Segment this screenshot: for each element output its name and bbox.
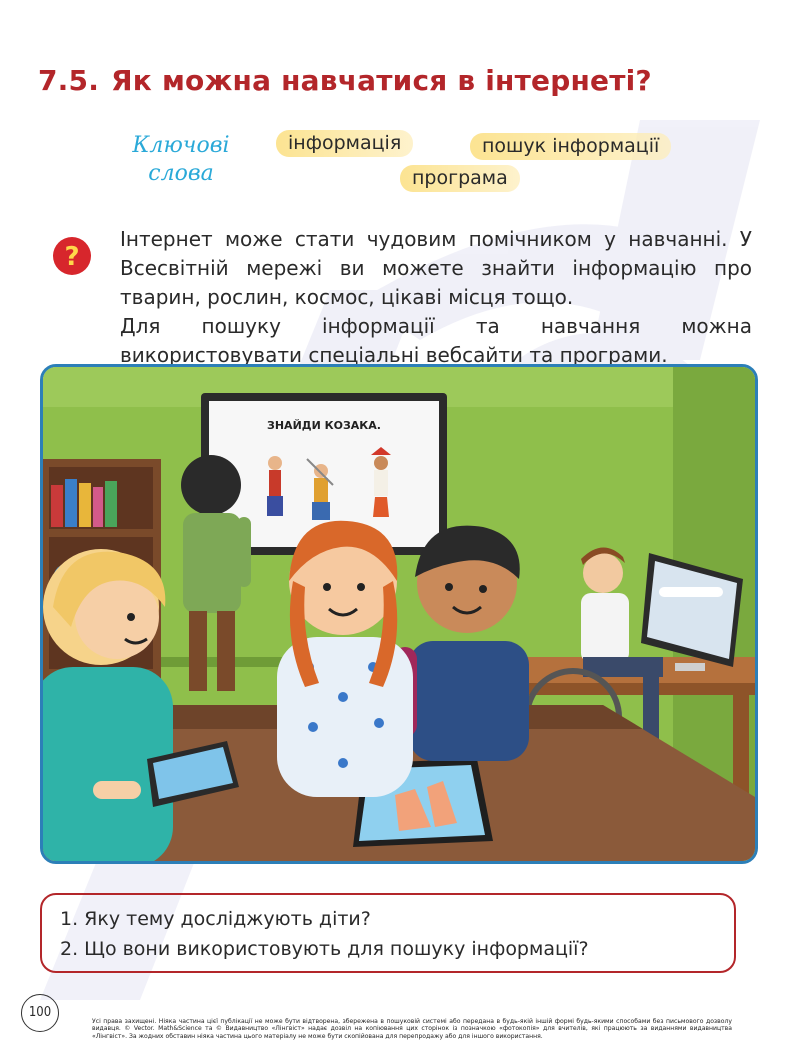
intro-paragraph-2: Для пошуку інформації та навчання можна використовувати спеціальні вебсайти та програми. [120, 314, 752, 367]
child-with-braids [277, 521, 413, 797]
question-2: 2. Що вони використовують для пошуку інформації? [60, 938, 589, 960]
keywords-label-line1: Ключові [132, 133, 230, 158]
intro-paragraph-1: Інтернет може стати чудовим помічником у навчанні. У Всесвітній мережі ви можете знайти інформацію про тварин, рослин, космос, цікаві місця тощо. [120, 227, 752, 309]
lesson-number: 7.5. [38, 64, 100, 97]
question-1: 1. Яку тему досліджують діти? [60, 908, 371, 930]
keyword-tag-information-search: пошук інформації [470, 133, 671, 160]
lesson-title [38, 64, 652, 97]
keywords-label [106, 132, 256, 188]
keyword-tag-program: програма [400, 165, 520, 192]
questions-box [40, 893, 736, 973]
lesson-title-text: Як можна навчатися в інтернеті? [111, 64, 652, 97]
whiteboard-text: ЗНАЙДИ КОЗАКА. [267, 419, 381, 432]
svg-text:?: ? [64, 242, 80, 272]
question-mark-icon [52, 236, 92, 276]
keywords-label-line2: слова [148, 161, 214, 186]
keyword-tag-information: інформація [276, 130, 413, 157]
page-number: 100 [21, 994, 59, 1032]
classroom-illustration [40, 364, 758, 864]
copyright-notice: Усі права захищені. Ніяка частина цієї публікації не може бути відтворена, збережена в пошуковій системі або передана в будь-якій іншій формі будь-якими способами без письмового дозволу видавця. © Vector. Math&Science та © Видавництво «Лінгвіст» надає дозвіл на копіювання цих сторінок із позначкою «фотокопія» для вчителів, які працюють за виданнями видавництва «Лінгвіст». За жодних обставин ніяка частина цього матеріалу не може бути скопійована для перепродажу або для іншого використання. [92, 1018, 732, 1040]
intro-text [120, 225, 752, 370]
